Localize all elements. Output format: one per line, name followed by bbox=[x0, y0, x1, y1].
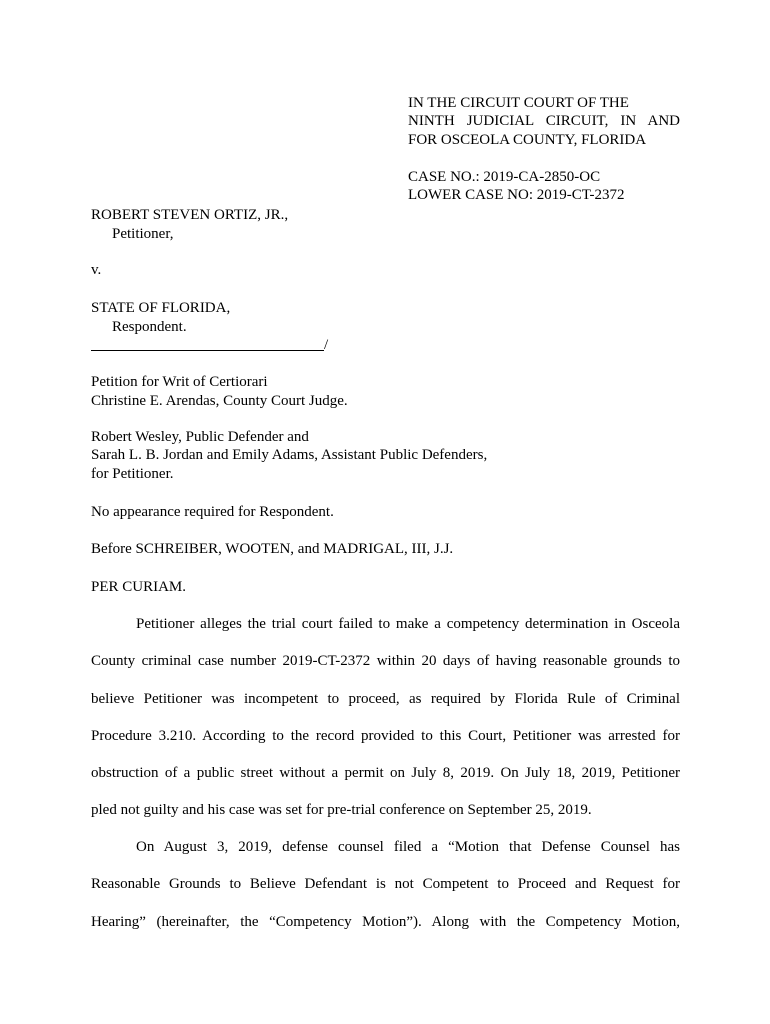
counsel-line-2: Sarah L. B. Jordan and Emily Adams, Assistant Public Defenders, bbox=[91, 447, 488, 463]
petitioner-role: Petitioner, bbox=[112, 226, 174, 242]
paragraph-2-line-2: Reasonable Grounds to Believe Defendant is not Competent to Proceed and Request for bbox=[91, 876, 680, 892]
court-caption-line-2: NINTH JUDICIAL CIRCUIT, IN AND bbox=[408, 113, 680, 129]
respondent-role: Respondent. bbox=[112, 319, 187, 335]
paragraph-1-line-6: pled not guilty and his case was set for pre-trial conference on September 25, 2019. bbox=[91, 802, 592, 818]
paragraph-1-line-3: believe Petitioner was incompetent to proceed, as required by Florida Rule of Criminal bbox=[91, 691, 680, 707]
caption-underline bbox=[91, 350, 324, 351]
paragraph-1-line-1: Petitioner alleges the trial court failed to make a competency determination in Osceola bbox=[136, 616, 680, 632]
proceeding-type: Petition for Writ of Certiorari bbox=[91, 374, 268, 390]
versus: v. bbox=[91, 262, 102, 278]
paragraph-1-line-4: Procedure 3.210. According to the record provided to this Court, Petitioner was arrested for bbox=[91, 728, 680, 744]
lower-case-number: LOWER CASE NO: 2019-CT-2372 bbox=[408, 187, 625, 203]
counsel-line-3: for Petitioner. bbox=[91, 466, 174, 482]
per-curiam-heading: PER CURIAM. bbox=[91, 579, 187, 595]
paragraph-2-line-1: On August 3, 2019, defense counsel filed a “Motion that Defense Counsel has bbox=[136, 839, 680, 855]
paragraph-1-line-2: County criminal case number 2019-CT-2372 within 20 days of having reasonable grounds to bbox=[91, 653, 680, 669]
panel-of-judges: Before SCHREIBER, WOOTEN, and MADRIGAL, III, J.J. bbox=[91, 541, 454, 557]
court-caption-line-3: FOR OSCEOLA COUNTY, FLORIDA bbox=[408, 132, 647, 148]
case-number: CASE NO.: 2019-CA-2850-OC bbox=[408, 169, 601, 185]
counsel-line-1: Robert Wesley, Public Defender and bbox=[91, 429, 309, 445]
caption-slash: / bbox=[324, 337, 329, 353]
court-caption-line-1: IN THE CIRCUIT COURT OF THE bbox=[408, 95, 629, 111]
respondent-name: STATE OF FLORIDA, bbox=[91, 300, 231, 316]
paragraph-1-line-5: obstruction of a public street without a permit on July 8, 2019. On July 18, 2019, Petitioner bbox=[91, 765, 680, 781]
appearance-note: No appearance required for Respondent. bbox=[91, 504, 334, 520]
petitioner-name: ROBERT STEVEN ORTIZ, JR., bbox=[91, 207, 289, 223]
paragraph-2-line-3: Hearing” (hereinafter, the “Competency Motion”). Along with the Competency Motion, bbox=[91, 914, 680, 930]
trial-judge: Christine E. Arendas, County Court Judge. bbox=[91, 393, 348, 409]
